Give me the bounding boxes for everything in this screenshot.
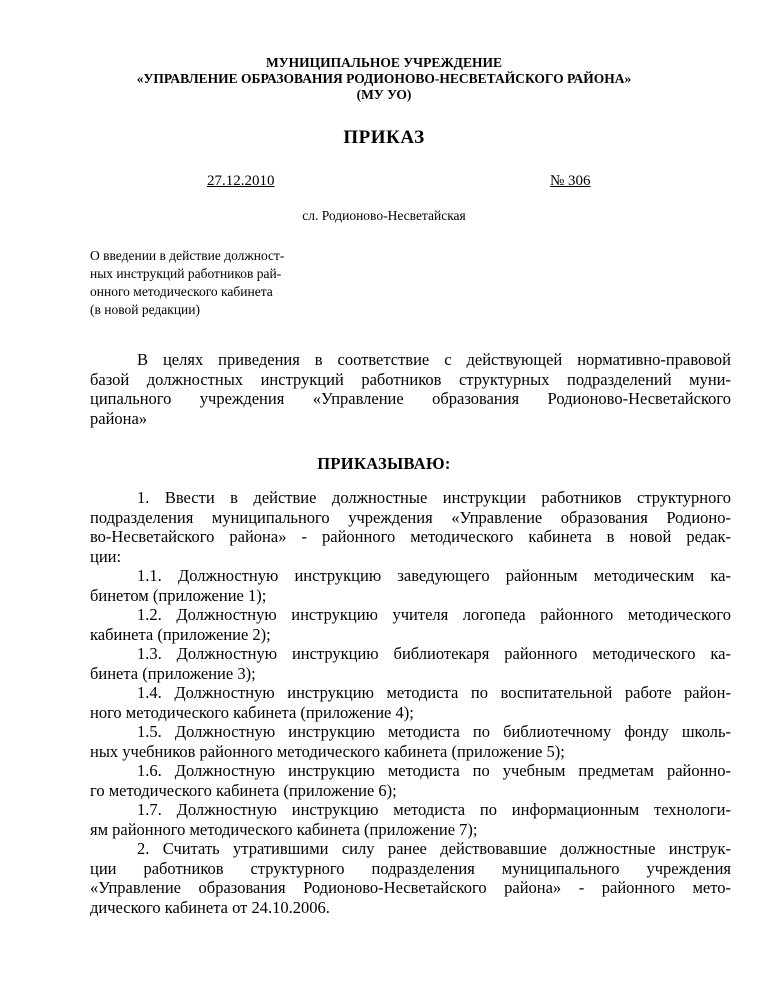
order-item [90,839,731,917]
preamble-line: базой должностных инструкций работников структурных подразделений муни- [90,369,731,389]
subject-line: О введении в действие должност- [90,248,285,263]
item-line: 1.2. Должностную инструкцию учителя логопеда районного методического [137,605,731,624]
item-line: «Управление образования Родионово-Несветайского района» - районного мето- [90,878,731,897]
item-line: дического кабинета от 24.10.2006. [90,897,330,917]
item-line: 1.1. Должностную инструкцию заведующего районным методическим ка- [137,566,731,585]
item-line: во-Несветайского района» - районного методического кабинета в новой редак- [90,527,731,546]
order-item [90,605,731,644]
item-line: 1.3. Должностную инструкцию библиотекаря районного методического ка- [137,644,731,663]
document-title: ПРИКАЗ [343,127,425,148]
preamble [90,350,731,428]
item-line: ям районного методического кабинета (приложение 7); [90,819,478,839]
org-name-line-1: МУНИЦИПАЛЬНОЕ УЧРЕЖДЕНИЕ [266,55,502,70]
order-item [90,800,731,839]
order-item [90,566,731,605]
item-line: го методического кабинета (приложение 6); [90,780,397,800]
order-number: № 306 [550,173,591,189]
item-line: бинета (приложение 3); [90,663,256,683]
item-line: ции работников структурного подразделения муниципального учреждения [90,858,731,878]
item-line: 1.4. Должностную инструкцию методиста по воспитательной работе район- [137,683,731,702]
item-line: подразделения муниципального учреждения «Управление образования Родионо- [90,507,731,527]
order-items [90,488,731,917]
order-subject [90,247,340,319]
preamble-line: района» [90,408,148,428]
item-line: бинетом (приложение 1); [90,585,267,605]
item-line: 1.7. Должностную инструкцию методиста по информационным технологи- [137,800,731,819]
order-heading: ПРИКАЗЫВАЮ: [317,454,451,473]
item-line: 1.6. Должностную инструкцию методиста по учебным предметам районно- [137,761,731,780]
item-line: 1. Ввести в действие должностные инструкции работников структурного [137,488,731,507]
preamble-line: ципального учреждения «Управление образования Родионово-Несветайского [90,389,731,408]
order-item [90,683,731,722]
order-item [90,488,731,566]
order-date: 27.12.2010 [207,173,275,189]
item-line: кабинета (приложение 2); [90,624,271,644]
item-line: ции: [90,546,122,566]
subject-line: (в новой редакции) [90,302,201,317]
item-line: 1.5. Должностную инструкцию методиста по библиотечному фонду школь- [137,722,731,741]
item-line: 2. Считать утратившими силу ранее действовавшие должностные инструк- [137,839,731,858]
org-abbreviation: (МУ УО) [356,87,412,102]
item-line: ных учебников районного методического кабинета (приложение 5); [90,741,565,761]
order-item [90,644,731,683]
order-item [90,722,731,761]
place-of-issue: сл. Родионово-Несветайская [302,208,466,223]
item-line: ного методического кабинета (приложение 4); [90,702,414,722]
preamble-line: В целях приведения в соответствие с действующей нормативно-правовой [137,350,731,369]
subject-line: онного методического кабинета [90,284,273,299]
order-item [90,761,731,800]
subject-line: ных инструкций работников рай- [90,266,282,281]
org-name-line-2: «УПРАВЛЕНИЕ ОБРАЗОВАНИЯ РОДИОНОВО-НЕСВЕТАЙСКОГО РАЙОНА» [136,71,632,86]
